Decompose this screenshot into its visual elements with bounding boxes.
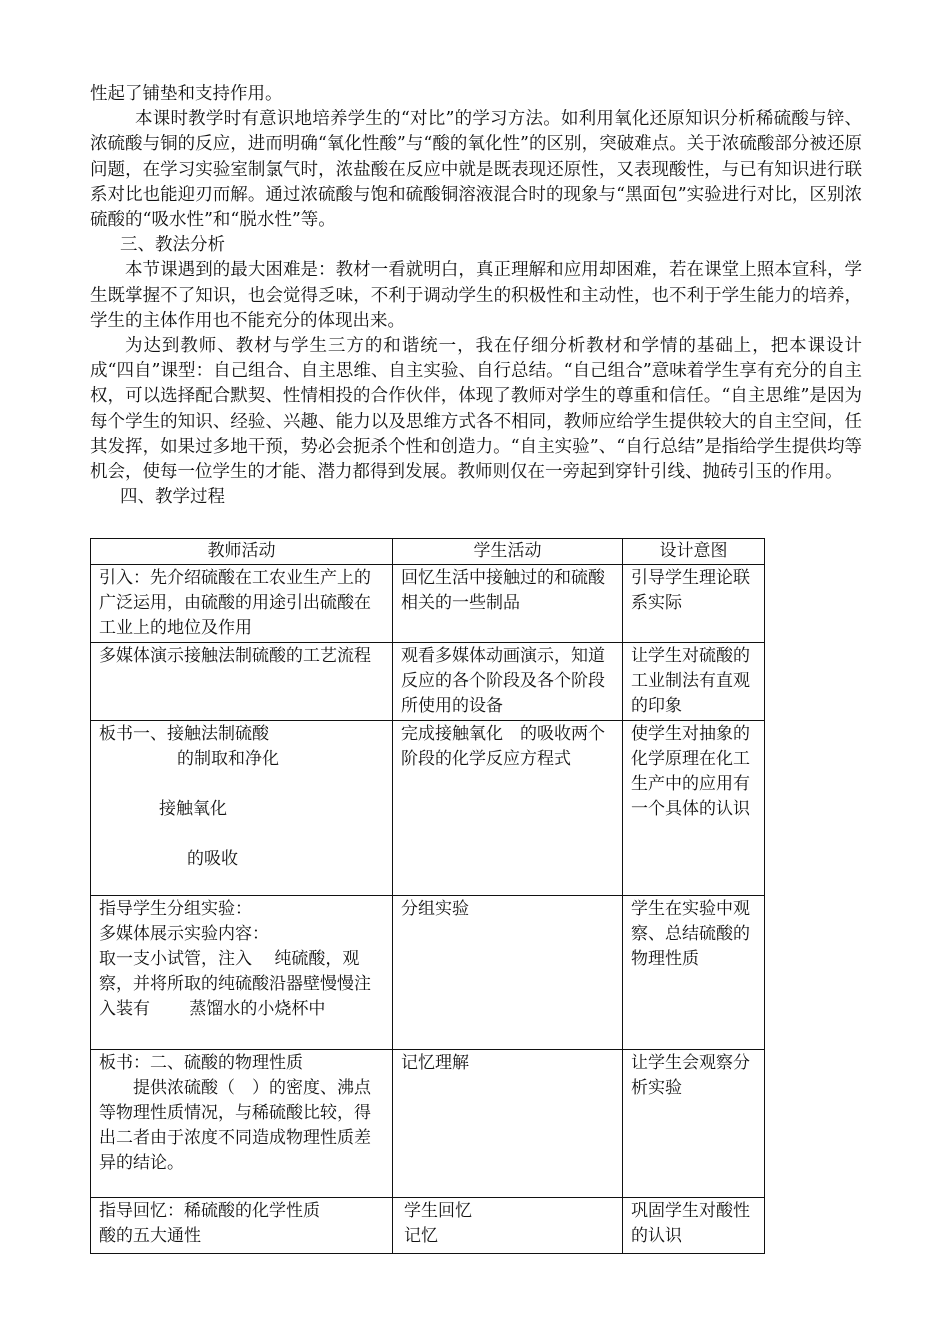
table-row xyxy=(91,896,765,1050)
intent-cell: 让学生会观察分析实验 xyxy=(623,1050,765,1198)
paragraph-method-four-self: 为达到教师、教材与学生三方的和谐统一，我在仔细分析教材和学情的基础上，把本课设计成“四自”课型：自己组合、自主思维、自主实验、自行总结。“自己组合”意味着学生享有充分的自主权，可以选择配合默契、性情相投的合作伙伴，体现了教师对学生的尊重和信任。“自主思维”是因为每个学生的知识、经验、兴趣、能力以及思维方式各不相同，教师应给学生提供较大的自主空间，任其发挥，如果过多地干预，势必会扼杀个性和创造力。“自主实验”、“自行总结”是指给学生提供均等机会，使每一位学生的才能、潜力都得到发展。教师则仅在一旁起到穿针引线、抛砖引玉的作用。 xyxy=(90,336,862,483)
table-row xyxy=(91,721,765,896)
table-row xyxy=(91,1198,765,1254)
formula-blank xyxy=(99,822,384,847)
intent-cell: 学生在实验中观察、总结硫酸的物理性质 xyxy=(623,896,765,1050)
table-row xyxy=(91,565,765,643)
heading-teaching-method: 三、教法分析 xyxy=(120,235,225,256)
intent-cell: 使学生对抽象的化学原理在化工生产中的应用有一个具体的认识 xyxy=(623,721,765,896)
header-teacher-activity: 教师活动 xyxy=(91,539,393,565)
heading-teaching-process: 四、教学过程 xyxy=(120,487,225,508)
student-recall: 学生回忆 xyxy=(404,1201,472,1221)
board-preparation-purification: 的制取和净化 xyxy=(177,749,279,769)
physical-properties-comparison: 提供浓硫酸（ ）的密度、沸点等物理性质情况，与稀硫酸比较，得出二者由于浓度不同造成物理性质差异的结论。 xyxy=(99,1078,371,1173)
intent-cell: 巩固学生对酸性的认识 xyxy=(623,1198,765,1254)
formula-blank xyxy=(99,772,384,797)
document-body xyxy=(90,82,862,510)
board-absorption: 的吸收 xyxy=(187,849,238,869)
teaching-process-table xyxy=(90,538,765,1254)
student-cell xyxy=(393,1198,623,1254)
guide-group-experiment: 指导学生分组实验： xyxy=(99,899,252,919)
table-row xyxy=(91,1050,765,1198)
table-row xyxy=(91,643,765,721)
teacher-cell xyxy=(91,1198,393,1254)
student-cell: 回忆生活中接触过的和硫酸相关的一些制品 xyxy=(393,565,623,643)
teacher-cell: 引入：先介绍硫酸在工农业生产上的广泛运用，由硫酸的用途引出硫酸在工业上的地位及作用 xyxy=(91,565,393,643)
teacher-cell: 多媒体演示接触法制硫酸的工艺流程 xyxy=(91,643,393,721)
teacher-cell xyxy=(91,896,393,1050)
header-student-activity: 学生活动 xyxy=(393,539,623,565)
teacher-cell xyxy=(91,1050,393,1198)
board-contact-oxidation: 接触氧化 xyxy=(159,799,227,819)
student-cell: 观看多媒体动画演示，知道反应的各个阶段及各个阶段所使用的设备 xyxy=(393,643,623,721)
guide-recall-dilute-acid: 指导回忆：稀硫酸的化学性质 xyxy=(99,1201,320,1221)
header-design-intent: 设计意图 xyxy=(623,539,765,565)
student-cell: 分组实验 xyxy=(393,896,623,1050)
experiment-steps: 取一支小试管，注入 纯硫酸，观察，并将所取的纯硫酸沿器壁慢慢注入装有 蒸馏水的小烧杯中 xyxy=(99,949,371,1019)
intro-tail: 性起了铺垫和支持作用。 xyxy=(90,84,283,104)
student-memorize: 记忆 xyxy=(404,1226,438,1246)
paragraph-method-difficulty: 本节课遇到的最大困难是：教材一看就明白，真正理解和应用却困难，若在课堂上照本宣科，学生既掌握不了知识，也会觉得乏味，不利于调动学生的积极性和主动性，也不利于学生能力的培养，学生的主体作用也不能充分的体现出来。 xyxy=(90,260,862,331)
five-general-properties: 酸的五大通性 xyxy=(99,1226,201,1246)
student-cell: 完成接触氧化 的吸收两个阶段的化学反应方程式 xyxy=(393,721,623,896)
intent-cell: 引导学生理论联系实际 xyxy=(623,565,765,643)
teacher-cell xyxy=(91,721,393,896)
table-header-row xyxy=(91,539,765,565)
student-cell: 记忆理解 xyxy=(393,1050,623,1198)
multimedia-experiment-content: 多媒体展示实验内容： xyxy=(99,924,269,944)
board-physical-properties: 板书：二、硫酸的物理性质 xyxy=(99,1053,303,1073)
intent-cell: 让学生对硫酸的工业制法有直观的印象 xyxy=(623,643,765,721)
board-contact-process-title: 板书一、接触法制硫酸 xyxy=(99,724,269,744)
paragraph-contrast-method: 本课时教学时有意识地培养学生的“对比”的学习方法。如利用氧化还原知识分析稀硫酸与锌、浓硫酸与铜的反应，进而明确“氧化性酸”与“酸的氧化性”的区别，突破难点。关于浓硫酸部分被还原问题，在学习实验室制氯气时，浓盐酸在反应中就是既表现还原性，又表现酸性，与已有知识进行联系对比也能迎刃而解。通过浓硫酸与饱和硫酸铜溶液混合时的现象与“黑面包”实验进行对比，区别浓硫酸的“吸水性”和“脱水性”等。 xyxy=(90,109,862,231)
